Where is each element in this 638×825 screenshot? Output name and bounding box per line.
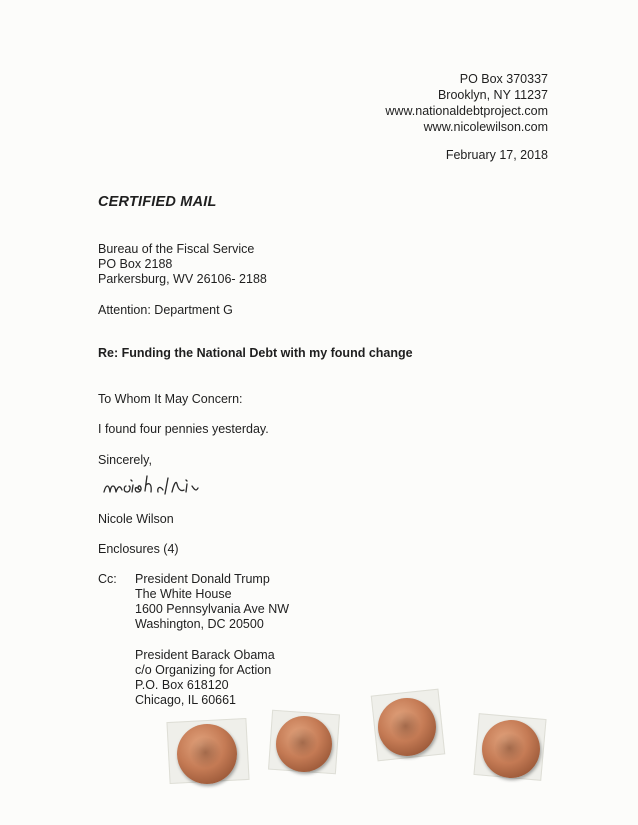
penny-2 <box>270 706 340 778</box>
subject-line: Re: Funding the National Debt with my found change <box>98 346 413 360</box>
cc-recipient-trump <box>135 572 289 632</box>
closing: Sincerely, <box>98 453 152 467</box>
certified-mail-heading: CERTIFIED MAIL <box>98 194 217 210</box>
cc-recipient-line: President Donald Trump <box>135 572 270 586</box>
recipient-address <box>98 242 267 287</box>
cc-recipient-line: c/o Organizing for Action <box>135 663 272 677</box>
cc-label: Cc: <box>98 572 117 586</box>
recipient-line-3: Parkersburg, WV 26106- 2188 <box>98 272 267 286</box>
signer-name: Nicole Wilson <box>98 512 174 526</box>
penny-1 <box>168 716 246 796</box>
sender-address <box>385 71 548 135</box>
salutation: To Whom It May Concern: <box>98 392 243 406</box>
recipient-line-2: PO Box 2188 <box>98 257 173 271</box>
cc-recipient-line: P.O. Box 618120 <box>135 678 229 692</box>
cc-recipient-line: Washington, DC 20500 <box>135 617 264 631</box>
cc-recipient-line: The White House <box>135 587 232 601</box>
enclosures-note: Enclosures (4) <box>98 542 179 556</box>
handwritten-signature <box>100 470 240 500</box>
recipient-line-1: Bureau of the Fiscal Service <box>98 242 255 256</box>
attention-line: Attention: Department G <box>98 303 233 317</box>
letter-body: I found four pennies yesterday. <box>98 422 269 436</box>
sender-website-personal: www.nicolewilson.com <box>423 120 548 134</box>
cc-recipient-line: President Barack Obama <box>135 648 275 662</box>
cc-recipient-line: Chicago, IL 60661 <box>135 693 237 707</box>
sender-website-debt-project: www.nationaldebtproject.com <box>385 104 548 118</box>
penny-3 <box>372 690 444 764</box>
sender-po-box: PO Box 370337 <box>459 72 548 86</box>
cc-recipient-line: 1600 Pennsylvania Ave NW <box>135 602 290 616</box>
cc-recipient-obama <box>135 648 275 708</box>
penny-4 <box>476 710 546 782</box>
letter-date: February 17, 2018 <box>445 148 548 162</box>
sender-city: Brooklyn, NY 11237 <box>437 88 548 102</box>
